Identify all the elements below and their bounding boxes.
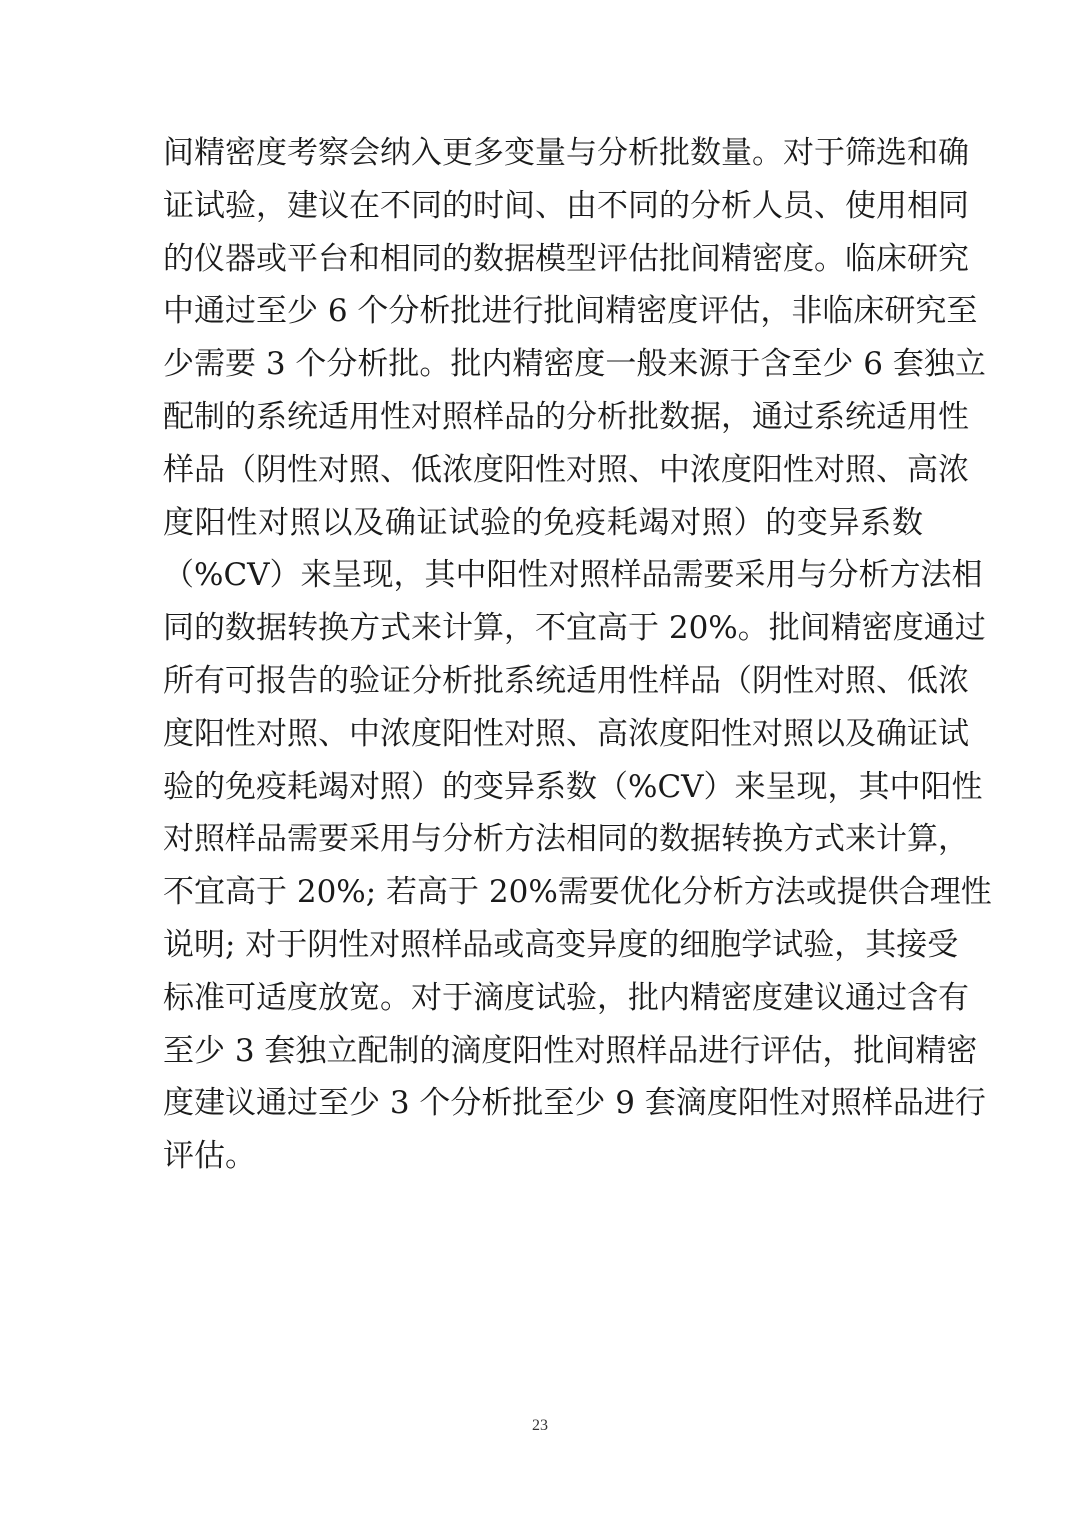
text-line: 配制的系统适用性对照样品的分析批数据，通过系统适用性 — [163, 398, 969, 435]
text-line: 度建议通过至少 3 个分析批至少 9 套滴度阳性对照样品进行 — [163, 1085, 986, 1122]
text-line: 样品（阴性对照、低浓度阳性对照、中浓度阳性对照、高浓 — [163, 451, 969, 488]
text-line: 度阳性对照、中浓度阳性对照、高浓度阳性对照以及确证试 — [163, 715, 969, 752]
page-number: 23 — [532, 1417, 548, 1434]
text-line: 评估。 — [163, 1138, 256, 1175]
text-line: 间精密度考察会纳入更多变量与分析批数量。对于筛选和确 — [163, 135, 969, 171]
text-line: 不宜高于 20%; 若高于 20%需要优化分析方法或提供合理性 — [163, 874, 992, 911]
text-line: 度阳性对照以及确证试验的免疫耗竭对照）的变异系数 — [163, 504, 923, 541]
text-line: 所有可报告的验证分析批系统适用性样品（阴性对照、低浓 — [163, 662, 969, 699]
text-line: 中通过至少 6 个分析批进行批间精密度评估，非临床研究至 — [163, 293, 978, 330]
text-line: 至少 3 套独立配制的滴度阳性对照样品进行评估，批间精密 — [163, 1032, 978, 1069]
text-line: 对照样品需要采用与分析方法相同的数据转换方式来计算， — [163, 821, 969, 858]
text-line: 少需要 3 个分析批。批内精密度一般来源于含至少 6 套独立 — [163, 346, 986, 383]
text-line: （%CV）来呈现，其中阳性对照样品需要采用与分析方法相 — [163, 557, 983, 594]
text-line: 证试验，建议在不同的时间、由不同的分析人员、使用相同 — [163, 187, 969, 224]
text-line: 的仪器或平台和相同的数据模型评估批间精密度。临床研究 — [163, 240, 969, 277]
text-line: 验的免疫耗竭对照）的变异系数（%CV）来呈现，其中阳性 — [163, 768, 983, 805]
text-line: 说明; 对于阴性对照样品或高变异度的细胞学试验，其接受 — [163, 926, 959, 963]
text-line: 同的数据转换方式来计算，不宜高于 20%。批间精密度通过 — [163, 610, 986, 647]
body-paragraph — [163, 127, 992, 1183]
text-line: 标准可适度放宽。对于滴度试验，批内精密度建议通过含有 — [163, 979, 969, 1016]
